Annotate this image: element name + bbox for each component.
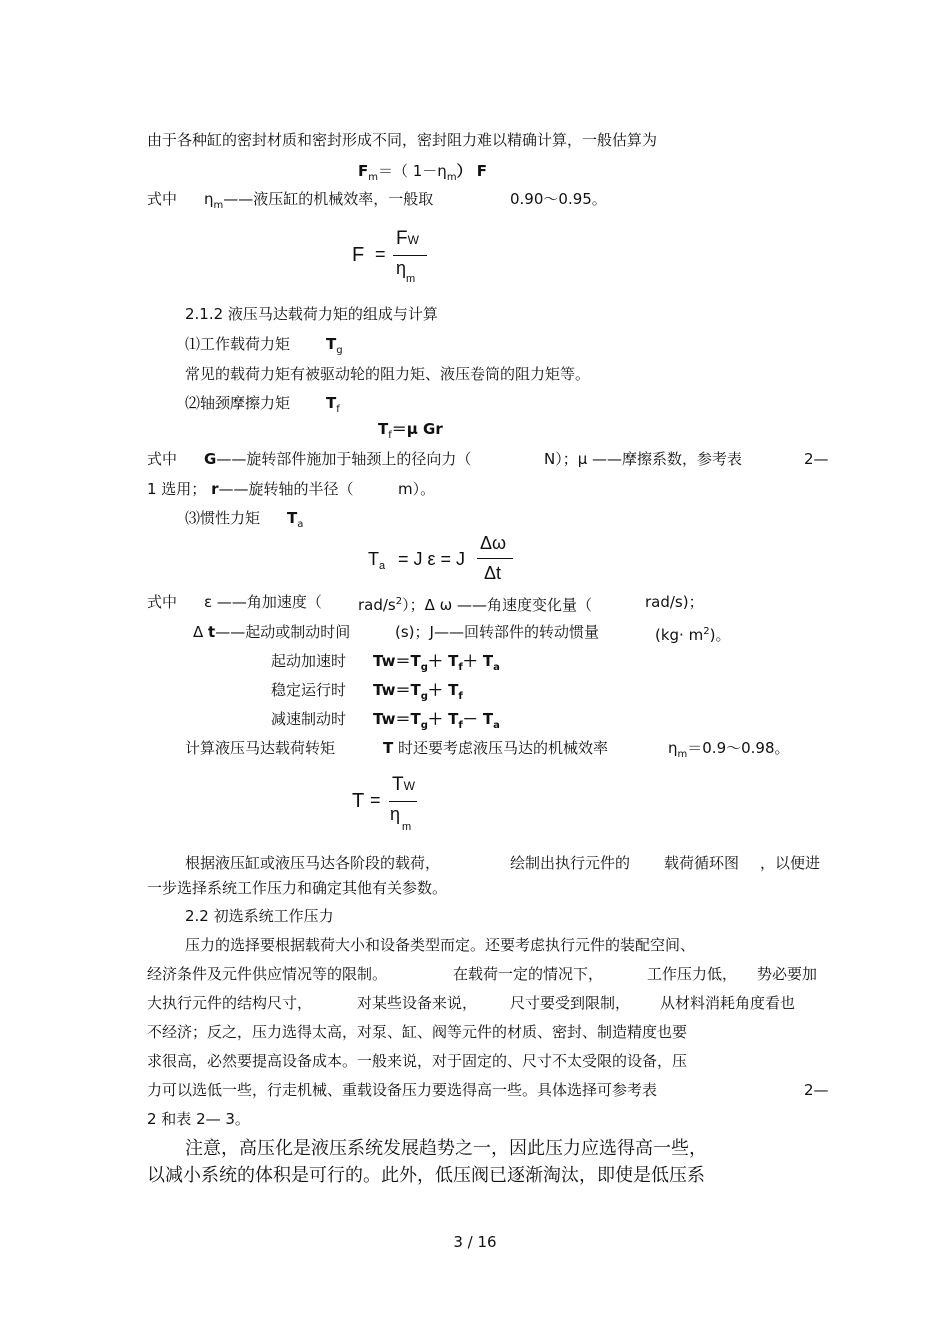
formula-symbol: F xyxy=(358,162,369,180)
formula-text: = J ε = J xyxy=(398,549,466,569)
formula-acc: $Tw=T_g+ T_f+ T_a$ xyxy=(373,652,500,673)
text-line: 对某些设备来说， xyxy=(357,994,478,1012)
subscript: m xyxy=(213,200,224,211)
formula-denominator: $\eta_m$ xyxy=(396,258,416,285)
text-line: N）；μ ——摩擦系数，参考表 xyxy=(544,450,743,468)
formula-fm xyxy=(358,161,487,188)
section-heading: 2.1.2 液压马达载荷力矩的组成与计算 xyxy=(185,305,438,323)
text-line: 1 选用； r——旋转轴的半径（ xyxy=(147,480,354,498)
text-line: ，以便进 xyxy=(760,854,821,872)
text-line: T 时还要考虑液压马达的机械效率 xyxy=(383,739,609,757)
subscript: m xyxy=(446,172,457,183)
text-line: ε ——角加速度（ xyxy=(204,593,322,611)
formula-symbol: $T_a$ xyxy=(368,549,386,572)
text-line: rad/$s^2$）；Δ ω ——角速度变化量（ xyxy=(358,596,592,614)
text-line: 不经济；反之，压力选得太高，对泵、缸、阀等元件的材质、密封、制造精度也要 xyxy=(147,1023,688,1041)
text-line: 起动加速时 xyxy=(271,652,347,670)
text-line: 一步选择系统工作压力和确定其他有关参数。 xyxy=(147,879,448,897)
formula-text: ＝（ 1－η xyxy=(378,162,447,180)
text-line: Δ t——起动或制动时间 xyxy=(193,623,351,641)
text-line: 式中 xyxy=(147,593,178,611)
text-line: 力可以选低一些，行走机械、重载设备压力要选得高一些。具体选择可参考表 xyxy=(147,1081,658,1099)
text-line: 势必要加 xyxy=(757,965,818,983)
text-line: 载荷循环图 xyxy=(664,854,740,872)
text-line: 经济条件及元件供应情况等的限制。 xyxy=(147,965,388,983)
formula-symbol: η xyxy=(204,190,214,208)
formula-dec: $Tw=T_g+ T_f- T_a$ xyxy=(373,710,500,731)
fraction-bar xyxy=(393,255,427,256)
formula-tg: $T_g$ xyxy=(326,335,343,356)
text-line: 式中 xyxy=(147,450,178,468)
formula-denominator: Δt xyxy=(484,563,502,583)
text-line: (s)；J——回转部件的转动惯量 xyxy=(395,623,599,641)
formula-numerator: TW xyxy=(392,774,415,795)
fraction-bar xyxy=(389,801,417,802)
formula-t-fraction xyxy=(350,774,430,834)
formula-denominator: $\eta_m$ xyxy=(390,804,412,833)
text-line: 绘制出执行元件的 xyxy=(510,854,631,872)
text-line: 尺寸要受到限制， xyxy=(510,994,631,1012)
formula-f-fraction xyxy=(350,228,430,286)
formula-ta: $T_a$ xyxy=(287,509,304,530)
text-line: 2 和表 2— 3。 xyxy=(147,1110,250,1128)
page-number: 3 / 16 xyxy=(453,1233,497,1251)
text-line: ⑶惯性力矩 xyxy=(185,509,261,527)
text-line: 在载荷一定的情况下， xyxy=(453,965,604,983)
text-line: 求很高，必然要提高设备成本。一般来说，对于固定的、尺寸不太受限的设备，压 xyxy=(147,1052,688,1070)
text-line: 从材料消耗角度看也 xyxy=(660,994,796,1012)
formula-equals: = xyxy=(375,244,386,264)
text-line: G——旋转部件施加于轴颈上的径向力（ xyxy=(204,450,472,468)
formula-tf-eq: $T_f=\mu$ Gr xyxy=(378,420,443,441)
formula-numerator: Δω xyxy=(480,533,507,553)
formula-symbol: F xyxy=(352,244,365,266)
text-line: 式中 xyxy=(147,190,178,208)
text-line: $(kg\cdot m^2)$。 xyxy=(655,626,731,644)
formula-symbol: T xyxy=(352,790,365,812)
text-line xyxy=(204,189,433,216)
text-line: 由于各种缸的密封材质和密封形成不同，密封阻力难以精确计算，一般估算为 xyxy=(147,131,658,149)
text-line: 工作压力低， xyxy=(647,965,738,983)
text-line: 2— xyxy=(804,450,829,468)
text-line: ⑴工作载荷力矩 xyxy=(185,335,291,353)
subscript: m xyxy=(368,172,378,183)
text-line: 根据液压缸或液压马达各阶段的载荷， xyxy=(185,854,441,872)
formula-tf: $T_f$ xyxy=(326,394,340,415)
formula-run: $Tw=T_g+ T_f$ xyxy=(373,681,463,702)
text-line: 2— xyxy=(804,1081,829,1099)
text-line: 压力的选择要根据载荷大小和设备类型而定。还要考虑执行元件的装配空间、 xyxy=(185,936,696,954)
formula-numerator: FW xyxy=(396,228,419,249)
formula-equals: = xyxy=(370,790,381,810)
fraction-bar xyxy=(477,558,513,559)
formula-ta-fraction xyxy=(368,533,518,588)
text-line: ⑵轴颈摩擦力矩 xyxy=(185,394,291,412)
text-line: 稳定运行时 xyxy=(271,681,347,699)
text-line: 注意，高压化是液压系统发展趋势之一，因此压力应选得高一些， xyxy=(185,1138,707,1159)
text-line: 减速制动时 xyxy=(271,710,347,728)
text-line: 常见的载荷力矩有被驱动轮的阻力矩、液压卷筒的阻力矩等。 xyxy=(185,365,591,383)
text-line: 0.90～0.95。 xyxy=(510,190,607,208)
formula-text: ） F xyxy=(456,162,488,180)
text-line: m）。 xyxy=(398,480,436,498)
section-heading: 2.2 初选系统工作压力 xyxy=(185,907,334,925)
text-line: $\eta_m=0.9\sim 0.98$。 xyxy=(668,739,790,760)
text-line: 大执行元件的结构尺寸， xyxy=(147,994,313,1012)
text-line: 计算液压马达载荷转矩 xyxy=(185,739,336,757)
text-line: 以减小系统的体积是可行的。此外，低压阀已逐渐淘汰，即使是低压系 xyxy=(147,1165,705,1186)
text-line: rad/s)； xyxy=(645,593,704,611)
text-span: ——液压缸的机械效率，一般取 xyxy=(223,190,434,208)
